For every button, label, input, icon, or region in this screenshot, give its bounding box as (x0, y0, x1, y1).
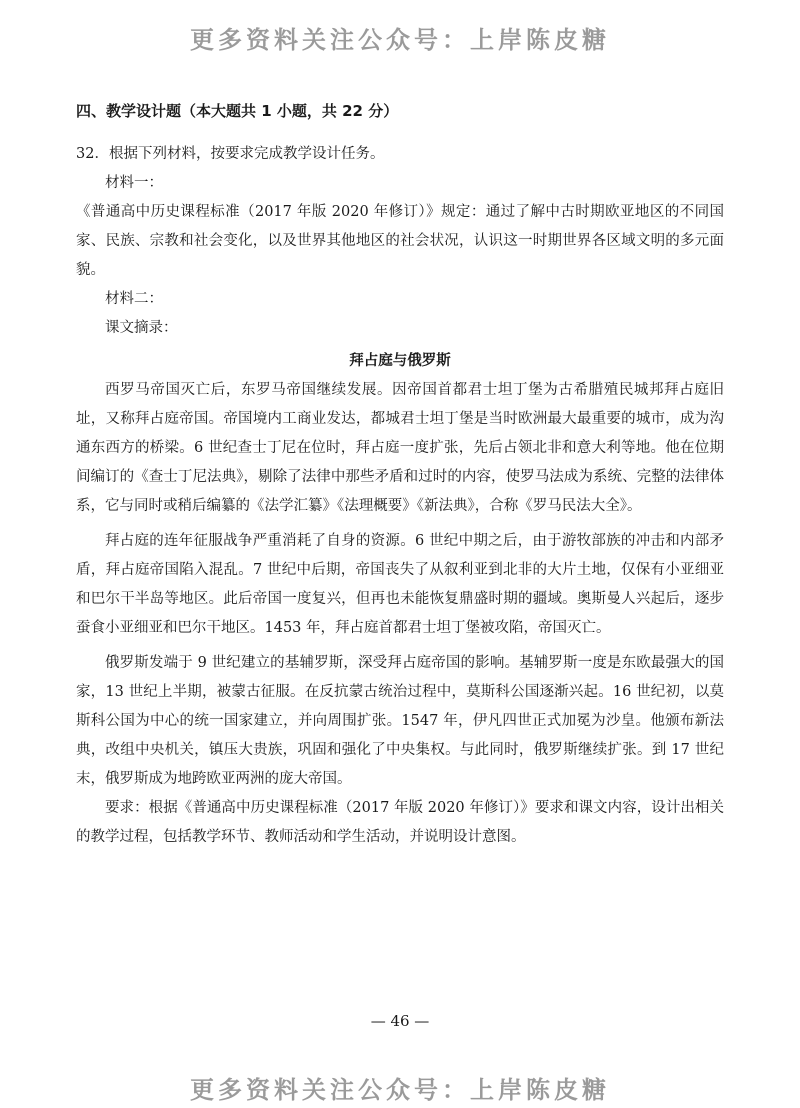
question-prompt: 32．根据下列材料，按要求完成教学设计任务。 (76, 146, 385, 162)
excerpt-label: 课文摘录： (105, 320, 178, 336)
excerpt-paragraph: 俄罗斯发端于 9 世纪建立的基辅罗斯，深受拜占庭帝国的影响。基辅罗斯一度是东欧最强大的国家，13 世纪上半期，被蒙古征服。在反抗蒙古统治过程中，莫斯科公国逐渐兴起。16 世纪初，以莫斯科公国为中心的统一国家建立，并向周围扩张。1547 年，伊凡四世正式加冕为沙皇。他颁布新法典，改组中央机关，镇压大贵族，巩固和强化了中央集权。与此同时，俄罗斯继续扩张。到 17 世纪末，俄罗斯成为地跨欧亚两洲的庞大帝国。 (76, 655, 724, 787)
material2-label: 材料二： (105, 291, 163, 307)
material1-text: 《普通高中历史课程标准（2017 年版 2020 年修订）》规定：通过了解中古时期欧亚地区的不同国家、民族、宗教和社会变化，以及世界其他地区的社会状况，认识这一时期世界各区域文明的多元面貌。 (76, 204, 724, 278)
excerpt-title: 拜占庭与俄罗斯 (349, 353, 451, 369)
excerpt-paragraph: 西罗马帝国灭亡后，东罗马帝国继续发展。因帝国首都君士坦丁堡为古希腊殖民城邦拜占庭旧址，又称拜占庭帝国。帝国境内工商业发达，都城君士坦丁堡是当时欧洲最大最重要的城市，成为沟通东西方的桥梁。6 世纪查士丁尼在位时，拜占庭一度扩张，先后占领北非和意大利等地。他在位期间编订的《查士丁尼法典》，剔除了法律中那些矛盾和过时的内容，使罗马法成为系统、完整的法律体系，它与同时或稍后编纂的《法学汇纂》《法理概要》《新法典》，合称《罗马民法大全》。 (76, 382, 724, 514)
document-content (76, 100, 724, 852)
requirement-text: 要求：根据《普通高中历史课程标准（2017 年版 2020 年修订）》要求和课文内容，设计出相关的教学过程，包括教学环节、教师活动和学生活动，并说明设计意图。 (76, 800, 724, 845)
section-title: 四、教学设计题（本大题共 1 小题，共 22 分） (76, 102, 399, 120)
watermark-bottom: 更多资料关注公众号：上岸陈皮糖 (190, 1076, 610, 1104)
watermark-top: 更多资料关注公众号：上岸陈皮糖 (190, 26, 610, 54)
excerpt-paragraph: 拜占庭的连年征服战争严重消耗了自身的资源。6 世纪中期之后，由于游牧部族的冲击和内部矛盾，拜占庭帝国陷入混乱。7 世纪中后期，帝国丧失了从叙利亚到北非的大片土地，仅保有小亚细亚和巴尔干半岛等地区。此后帝国一度复兴，但再也未能恢复鼎盛时期的疆域。奥斯曼人兴起后，逐步蚕食小亚细亚和巴尔干地区。1453 年，拜占庭首都君士坦丁堡被攻陷，帝国灭亡。 (76, 533, 724, 636)
material1-label: 材料一： (105, 175, 163, 191)
page-number: — 46 — (370, 1012, 430, 1030)
